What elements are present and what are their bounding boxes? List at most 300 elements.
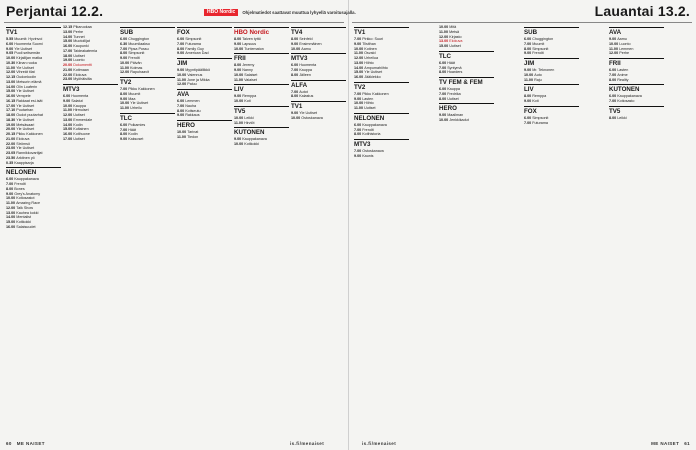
program-title: Seinfeld [299, 37, 313, 41]
program-title: Jeremy [242, 63, 255, 68]
program-title: Elokuva [16, 136, 30, 141]
program-title: Autot [299, 89, 308, 94]
program-title: Arktinen yö [16, 155, 35, 160]
program-time: 10.00 [6, 196, 17, 201]
program-title: Nanny [242, 68, 253, 72]
program-title: Muumilaakso [128, 41, 150, 46]
program-time: 6.00 [6, 177, 15, 182]
program-item [6, 161, 61, 166]
program-time: 23.00 [6, 146, 17, 151]
program-title: Yle Uutiset [16, 89, 35, 94]
program-time: 12.00 [120, 70, 131, 75]
program-time: 10.00 [6, 56, 17, 60]
program-title: Kotiseutu [185, 108, 201, 113]
channel-heading: SUB [120, 27, 175, 36]
program-time: 8.00 [120, 51, 129, 56]
program-title: Kaksoset [128, 137, 144, 141]
program-title: Leikki [244, 115, 254, 120]
program-title: Kotihistoria [362, 132, 381, 137]
program-title: Myyntipäällikkö [185, 68, 211, 72]
page-number-left: 60 [6, 441, 12, 446]
program-time: 11.00 [6, 65, 17, 70]
channel-heading: ALFA [291, 80, 346, 89]
program-time: 8.00 [439, 96, 448, 101]
program-time: 11.00 [234, 77, 245, 82]
program-time: 8.00 [524, 94, 533, 99]
program-title: Yle Uutiset [16, 65, 34, 70]
program-time: 6.00 [6, 41, 15, 46]
program-title: Hirmuiset [73, 108, 89, 113]
footer-right [651, 441, 690, 446]
program-time: 6.00 [609, 68, 618, 72]
program-title: Kotiosastot [16, 196, 35, 201]
program-item [524, 99, 579, 104]
program-item [439, 97, 494, 102]
program-title: Muumit: Hyvinvoi [14, 37, 43, 41]
program-time: 10.00 [234, 46, 245, 51]
program-time: 15.00 [63, 127, 74, 132]
program-title: Futurama [185, 41, 201, 46]
program-time: 0.35 [6, 160, 15, 165]
program-time: 9.00 [609, 37, 618, 41]
program-time: 7.00 [524, 120, 533, 125]
program-title: Lemmen [619, 46, 634, 51]
program-title: Kodin [73, 122, 83, 127]
channel-heading: TLC [439, 51, 494, 60]
program-time: 11.00 [354, 51, 365, 56]
day-title-saturday: Lauantai 13.2. [594, 3, 690, 19]
program-title: Dokumentti [73, 63, 92, 67]
program-time: 12.00 [354, 56, 365, 60]
program-time: 9.00 [354, 153, 363, 158]
channel-heading: TV5 [234, 106, 289, 115]
program-time: 9.00 [177, 113, 186, 118]
program-time: 10.00 [120, 101, 131, 106]
magazine-name-right: ME NAISET [651, 441, 680, 446]
promo-text: Ohjelmatiedot saattavat muuttua lyhyellä varoitusajalla. [242, 9, 356, 15]
program-item [291, 94, 346, 99]
program-time: 8.00 [6, 186, 15, 191]
program-time: 22.00 [63, 72, 74, 77]
program-title: Remppa [242, 94, 257, 99]
program-time: 13.00 [6, 79, 17, 84]
program-time: 8.00 [291, 94, 300, 99]
program-title: Puutarhan [16, 108, 34, 113]
program-time: 10.00 [120, 60, 131, 65]
program-title: Uutiset [447, 96, 459, 101]
program-item [354, 154, 409, 159]
program-title: Mr. Teknonen [532, 68, 555, 72]
channel-heading: MTV3 [354, 139, 409, 148]
program-title: Rannikkovartijat [16, 151, 43, 155]
program-title: Frendit [128, 56, 140, 60]
page-number-right: 61 [684, 441, 690, 446]
program-time: 9.00 [6, 191, 15, 196]
program-time: 6.00 [63, 94, 72, 98]
program-time: 6.00 [177, 99, 186, 103]
program-time: 16.00 [6, 224, 17, 229]
program-title: Kotikokki [244, 142, 260, 146]
program-title: Frendit [14, 182, 26, 186]
program-time: 9.00 [524, 99, 533, 103]
program-item [177, 113, 232, 118]
program-title: Kotikokki [16, 220, 32, 224]
program-item [354, 106, 409, 111]
program-time: 7.00 [120, 127, 129, 132]
program-time: 9.05 [6, 51, 15, 56]
program-time: 9.00 [354, 96, 363, 101]
magazine-name-left: ME NAISET [16, 441, 45, 446]
program-time: 12.00 [609, 51, 620, 56]
program-time: 9.00 [120, 137, 129, 141]
program-title: Perhe [73, 29, 84, 34]
program-title: Jälleen [299, 72, 311, 77]
program-item [63, 137, 118, 142]
channel-heading: FOX [524, 106, 579, 115]
channel-heading: LIV [234, 84, 289, 93]
program-title: Osvald [364, 51, 376, 56]
program-time: 15.00 [6, 89, 17, 94]
program-title: Kauppakanava [14, 177, 39, 182]
program-title: Nauha [185, 103, 197, 108]
program-item [177, 135, 232, 140]
program-time: 21.00 [63, 67, 74, 72]
channel-heading: TV1 [354, 27, 409, 36]
program-time: 12.00 [439, 34, 450, 39]
program-title: Tilsithan [362, 41, 376, 46]
program-title: Grey's Anatomy [14, 191, 41, 196]
program-title: Elokuva [449, 39, 463, 44]
program-title: Emmerdale [73, 117, 93, 122]
program-title: Simpsonit [532, 46, 549, 51]
program-title: Kauppa [447, 87, 460, 91]
channel-heading: HERO [439, 103, 494, 112]
program-item [354, 75, 409, 80]
program-time: 9.00 [6, 46, 15, 51]
program-title: Aamu [617, 37, 627, 41]
channel-heading: MTV3 [63, 84, 118, 93]
program-time: 11.00 [439, 29, 450, 34]
program-time: 7.00 [354, 37, 363, 41]
channel-heading: TV1 [6, 27, 61, 36]
program-title: Talk Show [16, 205, 34, 210]
program-title: Family Guy [185, 46, 204, 51]
program-title: Hirviöt [244, 120, 255, 125]
listing-column [609, 25, 664, 433]
program-time: 9.00 [120, 96, 129, 101]
channel-heading: AVA [177, 89, 232, 98]
program-item [234, 121, 289, 126]
day-title-friday: Perjantai 12.2. [6, 3, 104, 19]
program-title: Tuntematon [244, 46, 264, 51]
program-time: 8.00 [291, 72, 300, 77]
program-time: 9.00 [524, 68, 533, 72]
channel-heading: FRII [234, 53, 289, 62]
program-title: Yle Uutiset [16, 127, 35, 132]
program-title: Kultainen [73, 127, 89, 132]
program-title: Amazing Race [16, 201, 41, 205]
program-time: 6.00 [120, 37, 129, 41]
program-item [120, 137, 175, 142]
channel-heading: TV FEM & FEM [439, 77, 494, 86]
program-item [177, 51, 232, 56]
program-time: 8.00 [120, 132, 129, 137]
program-time: 16.00 [63, 132, 74, 136]
program-item [6, 225, 61, 230]
listing-column [234, 25, 289, 433]
program-time: 23.00 [63, 77, 74, 82]
program-title: Mitä [449, 25, 457, 29]
program-title: Tarinat [187, 130, 199, 134]
program-title: Koti [532, 99, 539, 103]
program-title: Puoli seitsemän [14, 51, 41, 56]
program-title: Yle Uutiset [364, 70, 383, 75]
program-time: 9.00 [234, 94, 243, 99]
program-time: 23.05 [6, 151, 17, 155]
program-time: 11.00 [120, 65, 131, 70]
program-time: 8.00 [177, 108, 186, 113]
program-item [234, 47, 289, 52]
program-title: Uutiset [73, 113, 85, 117]
page-saturday [348, 0, 696, 450]
program-item [234, 142, 289, 147]
program-time: 10.00 [177, 130, 188, 134]
program-time: 16.00 [63, 44, 74, 48]
program-title: Lapsuus [242, 41, 257, 46]
program-title: Bones [14, 186, 25, 191]
program-title: Valaiset [244, 77, 257, 82]
program-time: 7.00 [291, 68, 300, 72]
program-time: 11.00 [177, 77, 188, 82]
program-title: Pikku Kakkonen [362, 91, 389, 96]
program-time: 22.00 [6, 141, 17, 146]
program-time: 11.00 [63, 108, 74, 113]
program-item [439, 44, 494, 49]
program-time: 6.30 [120, 41, 129, 46]
program-item [291, 116, 346, 121]
program-time: 16.15 [6, 98, 17, 103]
program-time: 16.00 [354, 75, 365, 79]
footer-url-left[interactable]: is.fi/menaiset [290, 441, 325, 446]
program-time: 10.00 [177, 72, 188, 77]
program-time: 7.00 [120, 46, 129, 51]
program-title: Strömsö [16, 141, 30, 146]
program-time: 10.00 [291, 115, 302, 120]
program-time: 8.00 [234, 37, 243, 41]
program-time: 14.00 [6, 215, 17, 220]
program-time: 13.00 [63, 29, 74, 34]
listing-column [524, 25, 579, 433]
program-item [120, 70, 175, 75]
program-title: Häät [447, 60, 455, 65]
program-title: Luonto [73, 58, 85, 63]
program-title: Pikaruokaa [73, 25, 92, 29]
channel-heading: TV5 [609, 106, 664, 115]
program-time: 8.00 [120, 91, 129, 96]
program-title: Vaiennus [187, 72, 203, 77]
program-time: 20.15 [6, 132, 17, 136]
program-title: Kalastus [299, 94, 314, 99]
program-item [234, 78, 289, 83]
program-time: 10.30 [6, 60, 17, 65]
program-title: Metsäsaari [16, 122, 35, 127]
program-time: 8.00 [354, 132, 363, 137]
program-title: Kotimaan [73, 67, 89, 72]
program-title: Kauppakanava [362, 122, 387, 127]
program-title: Chuggington [128, 37, 150, 41]
program-time: 23.50 [6, 155, 17, 160]
program-title: Salaiset [244, 72, 258, 77]
channel-heading: SUB [524, 27, 579, 36]
channel-heading: MTV3 [291, 53, 346, 62]
program-title: Kauppakanava [242, 137, 267, 142]
program-title: Jääkiekko [364, 75, 381, 79]
program-title: Auto [534, 72, 542, 77]
program-title: Jone ja Mikka [187, 77, 210, 82]
program-title: Urheilu [130, 106, 142, 110]
program-item [63, 77, 118, 82]
program-item [354, 132, 409, 137]
program-title: Poikamies [128, 122, 146, 127]
program-time: 11.00 [177, 134, 188, 139]
program-title: Huomenta [71, 94, 89, 98]
program-title: Syntymä [447, 65, 462, 70]
channel-heading: AVA [609, 27, 664, 36]
program-time: 10.00 [291, 46, 302, 51]
program-title: Tunnet [73, 34, 85, 39]
program-time: 10.00 [354, 101, 365, 106]
program-time: 8.00 [439, 70, 448, 75]
program-title: Tiedon [187, 134, 199, 139]
program-title: Kaappisarja [14, 160, 34, 165]
listing-column [354, 25, 409, 433]
program-time: 13.00 [6, 210, 17, 215]
program-title: Metsä [449, 29, 460, 34]
program-time: 20.00 [63, 63, 74, 67]
program-time: 18.00 [63, 53, 74, 58]
program-title: Simpsonit [532, 115, 549, 120]
program-title: Perhe [619, 51, 630, 56]
program-title: Rakkaus [185, 113, 200, 118]
program-title: Huomenta Suomi [14, 41, 43, 46]
program-item [609, 99, 664, 104]
program-item [120, 106, 175, 111]
program-title: Elokuva [73, 72, 87, 77]
program-title: Yle Uutiset [299, 111, 318, 115]
program-item [609, 116, 664, 121]
program-title: Ostoskanava [362, 149, 384, 153]
program-time: 14.00 [63, 34, 74, 39]
program-title: Oudonkodin [16, 75, 37, 79]
program-item [524, 51, 579, 56]
program-time: 10.00 [63, 103, 74, 108]
program-title: Yle Uutiset [16, 117, 35, 122]
program-time: 18.30 [6, 117, 17, 122]
program-time: 14.00 [63, 122, 74, 127]
channel-heading: FRII [609, 58, 664, 67]
program-time: 7.00 [120, 87, 129, 91]
program-title: Ampumahiihto [364, 65, 388, 70]
program-time: 12.00 [6, 70, 17, 75]
program-title: Salatut [71, 98, 83, 103]
program-title: Muotoilijat [73, 39, 90, 44]
program-time: 13.00 [354, 60, 365, 65]
program-item [177, 82, 232, 87]
program-title: Reality [617, 77, 629, 82]
listing-column [439, 25, 494, 433]
program-time: 15.00 [354, 70, 365, 75]
program-time: 6.00 [609, 94, 618, 99]
program-time: 7.00 [354, 127, 363, 132]
program-title: Luonto [619, 41, 631, 46]
program-time: 12.15 [6, 75, 17, 79]
program-item [234, 99, 289, 104]
program-item [524, 121, 579, 126]
program-title: Kirjailijan matka [16, 56, 43, 60]
program-time: 19.00 [6, 122, 17, 127]
program-title: Frendit [532, 51, 544, 56]
program-title: Huomenta [299, 63, 317, 68]
program-time: 6.00 [439, 87, 448, 91]
program-title: Kotinen [364, 46, 377, 51]
program-title: Olin Loaferin [16, 84, 38, 89]
channel-heading: KUTONEN [234, 127, 289, 136]
program-time: 8.00 [609, 77, 618, 82]
program-title: Futurama [532, 120, 548, 125]
program-time: 11.00 [524, 77, 535, 82]
program-title: Kauppakanava [617, 94, 642, 99]
program-title: Kotihuone [73, 132, 90, 136]
program-time: 10.00 [524, 72, 535, 77]
program-time: 18.00 [6, 113, 17, 117]
program-title: Yle Uutiset [130, 101, 149, 106]
channel-heading: HBO Nordic [234, 27, 289, 36]
program-time: 12.00 [177, 82, 188, 87]
program-title: Maailman [447, 113, 464, 118]
program-time: 5.55 [6, 37, 15, 41]
program-title: Uutiset [449, 44, 461, 48]
program-time: 11.00 [234, 120, 245, 125]
program-title: Kodin [128, 132, 138, 137]
program-time: 8.00 [524, 46, 533, 51]
program-time: 10.00 [234, 99, 245, 103]
program-time: 6.00 [291, 63, 300, 68]
program-title: Kaunis [362, 153, 374, 158]
program-time: 12.15 [63, 25, 74, 29]
program-time: 9.00 [234, 137, 243, 142]
program-time: 6.00 [524, 115, 533, 120]
program-title: Lasten [362, 96, 374, 101]
program-time: 15.00 [439, 44, 450, 48]
program-time: 17.00 [63, 136, 74, 141]
program-title: Muumit [532, 41, 545, 46]
program-title: Jenkkikadut [449, 118, 469, 122]
program-time: 9.00 [63, 98, 72, 103]
program-time: 7.00 [177, 41, 186, 46]
program-title: Kaupunki [73, 44, 89, 48]
program-time: 10.00 [234, 115, 245, 120]
program-title: Metsurin elämä [16, 79, 42, 84]
channel-heading: JIM [177, 58, 232, 67]
program-time: 8.00 [234, 63, 243, 68]
footer-url-right[interactable]: is.fi/menaiset [362, 441, 397, 446]
program-time: 9.00 [524, 51, 533, 56]
program-time: 7.00 [354, 91, 363, 96]
program-time: 13.00 [439, 39, 450, 44]
program-time: 6.00 [120, 122, 129, 127]
program-time: 10.00 [439, 118, 450, 122]
program-item [291, 73, 346, 78]
